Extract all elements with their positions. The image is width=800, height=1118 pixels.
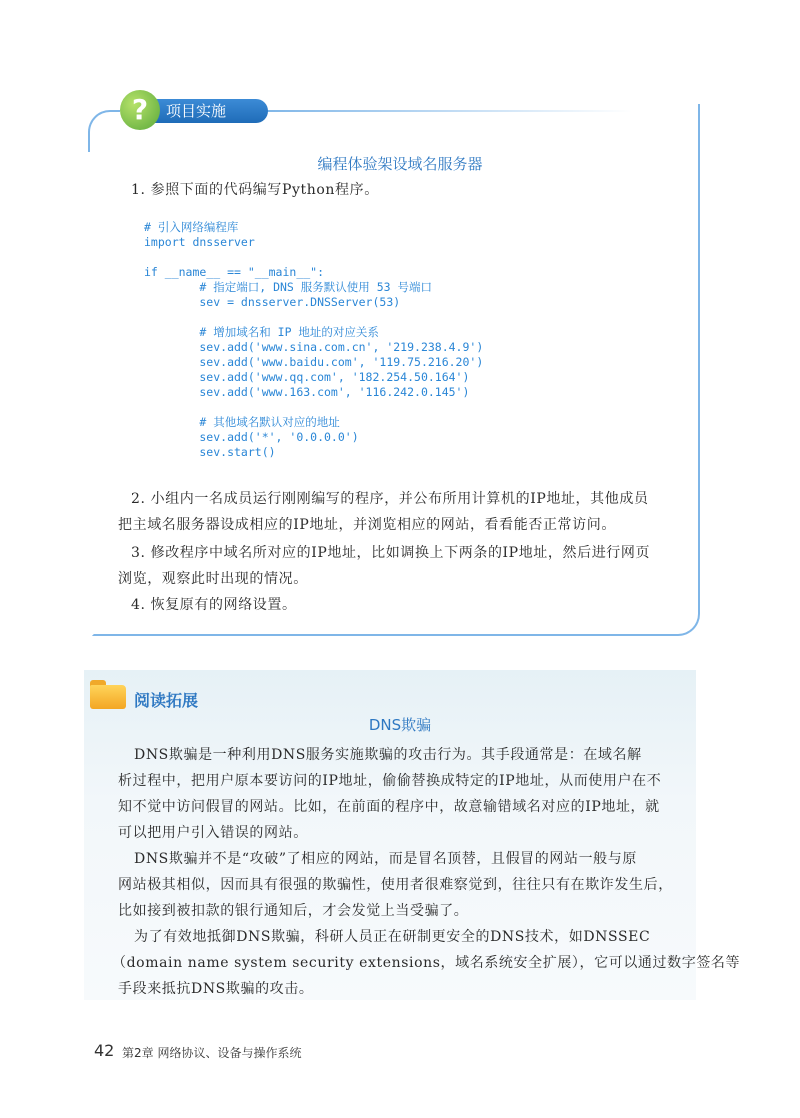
p2-line-1: DNS欺骗并不是“攻破”了相应的网站，而是冒名顶替，且假冒的网站一般与原 [134, 851, 637, 867]
p2-line-3: 比如接到被扣款的银行通知后，才会发觉上当受骗了。 [118, 903, 469, 919]
p1-line-2: 析过程中，把用户原本要访问的IP地址，偷偷替换成特定的IP地址，从而使用户在不 [118, 773, 662, 789]
step-4: 4. 恢复原有的网络设置。 [131, 597, 297, 613]
project-title: 编程体验架设域名服务器 [317, 155, 483, 173]
code-block: # 引入网络编程库 import dnsserver if __name__ == "__main__": # 指定端口, DNS 服务默认使用 53 号端口 sev = dnsserver.DNSServer(53) # 增加域名和 IP 地址的对应关系 sev.add('www.sina.com.cn', '219.238.4.9') sev.add('www.baidu.com', '119.75.216.20') sev.add('www.qq.com', '182.254.50.164') sev.add('www.163.com', '116.242.0.145') # 其他域名默认对应的地址 sev.add('*', '0.0.0.0') sev.start() [144, 220, 484, 459]
step-3-line-2: 浏览，观察此时出现的情况。 [118, 571, 308, 587]
question-icon: ? [120, 90, 160, 130]
reading-extension-title: DNS欺骗 [368, 716, 432, 734]
p1-line-3: 知不觉中访问假冒的网站。比如，在前面的程序中，故意输错域名对应的IP地址，就 [118, 799, 660, 815]
chapter-label: 第2章 网络协议、设备与操作系统 [122, 1046, 302, 1060]
p3-line-1: 为了有效地抵御DNS欺骗，科研人员正在研制更安全的DNS技术，如DNSSEC [134, 929, 651, 945]
step-1: 1. 参照下面的代码编写Python程序。 [131, 182, 379, 198]
p1-line-1: DNS欺骗是一种利用DNS服务实施欺骗的攻击行为。其手段通常是：在域名解 [134, 747, 642, 763]
step-2-line-2: 把主域名服务器设成相应的IP地址，并浏览相应的网站，看看能否正常访问。 [118, 517, 616, 533]
p2-line-2: 网站极其相似，因而具有很强的欺骗性，使用者很难察觉到，往往只有在欺诈发生后， [118, 877, 673, 893]
p3-line-3: 手段来抵抗DNS欺骗的攻击。 [118, 981, 314, 997]
project-badge [120, 93, 270, 126]
badge-label: 项目实施 [166, 102, 227, 120]
p1-line-4: 可以把用户引入错误的网站。 [118, 825, 308, 841]
p3-line-2: （domain name system security extensions，域名系统安全扩展），它可以通过数字签名等 [112, 955, 741, 971]
folder-icon [90, 680, 126, 710]
page-number: 42 [94, 1041, 115, 1060]
step-2-line-1: 2. 小组内一名成员运行刚刚编写的程序，并公布所用计算机的IP地址，其他成员 [131, 491, 649, 507]
reading-extension-heading: 阅读拓展 [134, 691, 199, 710]
step-3-line-1: 3. 修改程序中域名所对应的IP地址，比如调换上下两条的IP地址，然后进行网页 [131, 545, 651, 561]
